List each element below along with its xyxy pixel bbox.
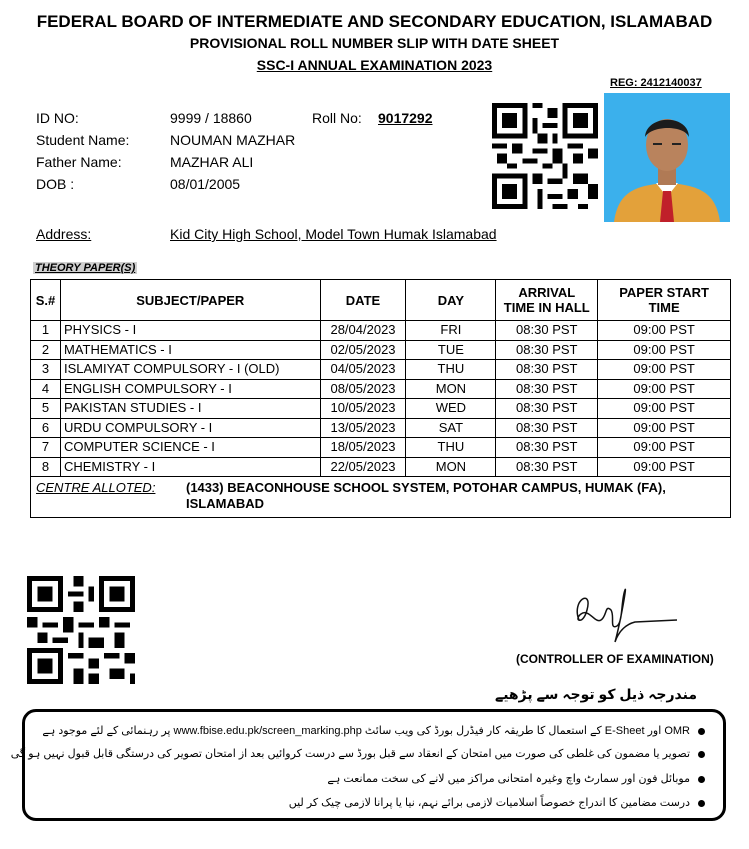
cell-start: 09:00 PST [598, 340, 731, 360]
dob-label: DOB : [36, 176, 75, 192]
instruction-item: OMR اور E-Sheet کے استعمال کا طریقہ کار فیڈرل بورڈ کی ویب سائٹ www.fbise.edu.pk/screen_marking.php پر رہنمائی کے لئے موجود ہے [42, 724, 705, 737]
centre-label: CENTRE ALLOTED: [36, 480, 156, 495]
bullet-icon [698, 728, 705, 735]
cell-sno: 7 [31, 438, 61, 458]
cell-day: FRI [406, 321, 496, 341]
qr-code-bottom [27, 576, 135, 684]
cell-arrival: 08:30 PST [496, 360, 598, 380]
cell-arrival: 08:30 PST [496, 438, 598, 458]
cell-day: THU [406, 438, 496, 458]
address-label: Address: [36, 226, 92, 242]
instructions-box [10, 709, 726, 821]
cell-start: 09:00 PST [598, 457, 731, 477]
bullet-icon [698, 800, 705, 807]
cell-start: 09:00 PST [598, 438, 731, 458]
cell-date: 10/05/2023 [320, 399, 406, 419]
name-label: Student Name: [36, 132, 130, 148]
col-day: DAY [406, 280, 496, 321]
registration-number: REG: 2412140037 [610, 77, 702, 89]
slip-title: PROVISIONAL ROLL NUMBER SLIP WITH DATE SHEET [189, 35, 560, 51]
cell-subject: ENGLISH COMPULSORY - I [60, 379, 320, 399]
instruction-item: درست مضامین کا اندراج خصوصاً اسلامیات لازمی برائے نہم، نیا یا پرانا لازمی چیک کر لیں [289, 796, 705, 809]
roll-label: Roll No: [312, 110, 362, 126]
cell-sno: 2 [31, 340, 61, 360]
table-row [31, 321, 731, 341]
cell-day: WED [406, 399, 496, 419]
cell-subject: ISLAMIYAT COMPULSORY - I (OLD) [60, 360, 320, 380]
table-row [31, 418, 731, 438]
date-sheet-table [30, 279, 731, 518]
table-row [31, 360, 731, 380]
cell-day: MON [406, 457, 496, 477]
cell-subject: MATHEMATICS - I [60, 340, 320, 360]
cell-sno: 6 [31, 418, 61, 438]
cell-arrival: 08:30 PST [496, 379, 598, 399]
bullet-icon [698, 776, 705, 783]
cell-start: 09:00 PST [598, 321, 731, 341]
centre-row [31, 477, 731, 518]
cell-day: MON [406, 379, 496, 399]
cell-subject: PHYSICS - I [60, 321, 320, 341]
board-title: FEDERAL BOARD OF INTERMEDIATE AND SECONDARY EDUCATION, ISLAMABAD [36, 12, 713, 31]
col-subject: SUBJECT/PAPER [60, 280, 320, 321]
student-photo [604, 93, 730, 222]
col-sno: S.# [31, 280, 61, 321]
cell-start: 09:00 PST [598, 418, 731, 438]
cell-subject: COMPUTER SCIENCE - I [60, 438, 320, 458]
table-row [31, 379, 731, 399]
id-value: 9999 / 18860 [170, 110, 252, 126]
cell-date: 13/05/2023 [320, 418, 406, 438]
centre-value: (1433) BEACONHOUSE SCHOOL SYSTEM, POTOHAR CAMPUS, HUMAK (FA), ISLAMABAD [186, 480, 666, 511]
cell-day: THU [406, 360, 496, 380]
table-header-row [31, 280, 731, 321]
col-date: DATE [320, 280, 406, 321]
cell-date: 28/04/2023 [320, 321, 406, 341]
cell-day: TUE [406, 340, 496, 360]
exam-title: SSC-I ANNUAL EXAMINATION 2023 [256, 57, 493, 73]
instruction-item: تصویر یا مضمون کی غلطی کی صورت میں امتحان کے انعقاد سے قبل بورڈ سے درست کروائیں بعد از امتحان تصویر کی درستگی قابل قبول نہیں ہو گی [11, 747, 705, 760]
theory-papers-label: THEORY PAPER(S) [35, 262, 136, 274]
cell-date: 18/05/2023 [320, 438, 406, 458]
cell-arrival: 08:30 PST [496, 340, 598, 360]
cell-date: 04/05/2023 [320, 360, 406, 380]
instruction-item: موبائل فون اور سمارٹ واچ وغیرہ امتحانی مراکز میں لانے کی سخت ممانعت ہے [327, 772, 705, 785]
cell-day: SAT [406, 418, 496, 438]
cell-subject: URDU COMPULSORY - I [60, 418, 320, 438]
cell-start: 09:00 PST [598, 379, 731, 399]
cell-arrival: 08:30 PST [496, 418, 598, 438]
dob-value: 08/01/2005 [170, 176, 241, 192]
table-row [31, 457, 731, 477]
father-value: MAZHAR ALI [170, 154, 254, 170]
cell-subject: PAKISTAN STUDIES - I [60, 399, 320, 419]
cell-date: 22/05/2023 [320, 457, 406, 477]
bullet-icon [698, 751, 705, 758]
table-row [31, 340, 731, 360]
roll-value: 9017292 [378, 110, 433, 126]
cell-sno: 4 [31, 379, 61, 399]
table-row [31, 399, 731, 419]
col-arrival: ARRIVAL TIME IN HALL [496, 280, 598, 321]
cell-sno: 5 [31, 399, 61, 419]
cell-start: 09:00 PST [598, 399, 731, 419]
cell-arrival: 08:30 PST [496, 321, 598, 341]
id-label: ID NO: [36, 110, 79, 126]
name-value: NOUMAN MAZHAR [170, 132, 296, 148]
cell-sno: 3 [31, 360, 61, 380]
cell-arrival: 08:30 PST [496, 457, 598, 477]
cell-date: 08/05/2023 [320, 379, 406, 399]
cell-date: 02/05/2023 [320, 340, 406, 360]
cell-sno: 8 [31, 457, 61, 477]
cell-subject: CHEMISTRY - I [60, 457, 320, 477]
qr-code [492, 103, 598, 209]
controller-label: (CONTROLLER OF EXAMINATION) [516, 652, 714, 666]
controller-signature [565, 580, 685, 655]
cell-sno: 1 [31, 321, 61, 341]
table-row [31, 438, 731, 458]
col-start: PAPER START TIME [598, 280, 731, 321]
father-label: Father Name: [36, 154, 122, 170]
cell-arrival: 08:30 PST [496, 399, 598, 419]
address-value: Kid City High School, Model Town Humak Islamabad [170, 226, 497, 242]
cell-start: 09:00 PST [598, 360, 731, 380]
instructions-heading: مندرجہ ذیل کو توجہ سے پڑھیے [495, 686, 698, 702]
